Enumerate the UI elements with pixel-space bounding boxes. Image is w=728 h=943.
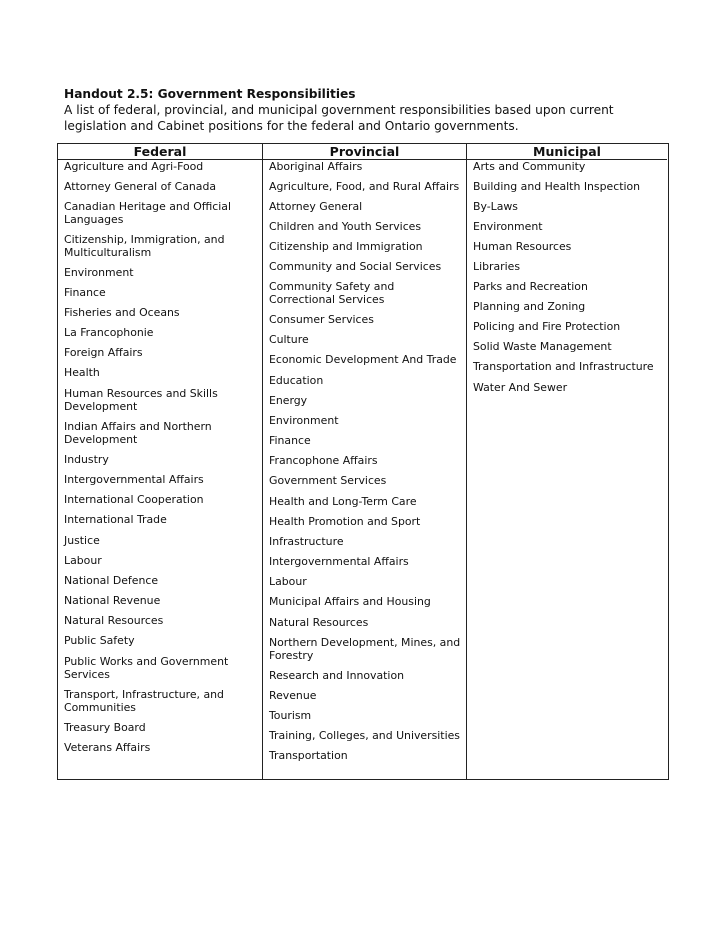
table-cell: Consumer Services xyxy=(269,313,374,326)
table-cell: Policing and Fire Protection xyxy=(473,320,621,333)
table-cell: Agriculture and Agri-Food xyxy=(64,160,204,173)
table-cell: Parks and Recreation xyxy=(473,280,588,293)
table-cell: Citizenship, Immigration, and Multiculturalism xyxy=(64,233,225,259)
table-cell: Public Safety xyxy=(64,634,135,647)
table-cell: Culture xyxy=(269,333,309,346)
table-cell: Infrastructure xyxy=(269,535,344,548)
table-cell: Arts and Community xyxy=(473,160,586,173)
table-cell: Finance xyxy=(64,286,106,299)
table-cell: Community and Social Services xyxy=(269,260,442,273)
table-cell: Transport, Infrastructure, and Communities xyxy=(64,688,224,714)
table-cell: Transportation and Infrastructure xyxy=(473,360,654,373)
table-cell: Solid Waste Management xyxy=(473,340,612,353)
table-cell: Training, Colleges, and Universities xyxy=(269,729,460,742)
table-cell: Justice xyxy=(64,534,100,547)
table-cell: Building and Health Inspection xyxy=(473,180,641,193)
table-cell: Canadian Heritage and Official Languages xyxy=(64,200,232,226)
responsibilities-table xyxy=(57,143,669,780)
table-cell: Francophone Affairs xyxy=(269,454,378,467)
table-cell: Energy xyxy=(269,394,308,407)
table-cell: By-Laws xyxy=(473,200,518,213)
table-cell: International Trade xyxy=(64,513,167,526)
table-cell: National Revenue xyxy=(64,594,161,607)
table-cell: Treasury Board xyxy=(64,721,146,734)
table-cell: Environment xyxy=(269,414,339,427)
table-cell: Health and Long-Term Care xyxy=(269,495,417,508)
table-cell: Research and Innovation xyxy=(269,669,405,682)
table-cell: Libraries xyxy=(473,260,521,273)
provincial-column xyxy=(262,144,466,779)
table-cell: Natural Resources xyxy=(269,616,369,629)
table-cell: Citizenship and Immigration xyxy=(269,240,423,253)
table-cell: National Defence xyxy=(64,574,159,587)
table-cell: La Francophonie xyxy=(64,326,154,339)
municipal-column xyxy=(466,144,667,779)
table-cell: Revenue xyxy=(269,689,317,702)
table-cell: Public Works and Government Services xyxy=(64,655,229,681)
table-cell: Labour xyxy=(64,554,102,567)
table-cell: Water And Sewer xyxy=(473,381,568,394)
municipal-header: Municipal xyxy=(467,144,667,160)
table-cell: Economic Development And Trade xyxy=(269,353,457,366)
table-cell: Industry xyxy=(64,453,109,466)
table-cell: Aboriginal Affairs xyxy=(269,160,363,173)
table-cell: Veterans Affairs xyxy=(64,741,151,754)
table-cell: International Cooperation xyxy=(64,493,204,506)
table-cell: Agriculture, Food, and Rural Affairs xyxy=(269,180,460,193)
table-cell: Transportation xyxy=(269,749,348,762)
table-cell: Municipal Affairs and Housing xyxy=(269,595,431,608)
table-cell: Fisheries and Oceans xyxy=(64,306,180,319)
handout-description: A list of federal, provincial, and municipal government responsibilities based upon current legislation and Cabinet positions for the federal and Ontario governments. xyxy=(64,103,614,133)
table-cell: Education xyxy=(269,374,324,387)
table-cell: Human Resources and Skills Development xyxy=(64,387,218,413)
table-cell: Natural Resources xyxy=(64,614,164,627)
table-cell: Environment xyxy=(64,266,134,279)
table-cell: Labour xyxy=(269,575,307,588)
table-cell: Attorney General xyxy=(269,200,363,213)
table-cell: Community Safety and Correctional Services xyxy=(269,280,395,306)
table-cell: Finance xyxy=(269,434,311,447)
table-cell: Intergovernmental Affairs xyxy=(64,473,204,486)
table-cell: Foreign Affairs xyxy=(64,346,143,359)
federal-column xyxy=(58,144,262,779)
table-cell: Intergovernmental Affairs xyxy=(269,555,409,568)
table-cell: Environment xyxy=(473,220,543,233)
table-cell: Children and Youth Services xyxy=(269,220,422,233)
table-cell: Health Promotion and Sport xyxy=(269,515,421,528)
table-cell: Tourism xyxy=(269,709,312,722)
table-cell: Human Resources xyxy=(473,240,572,253)
provincial-header: Provincial xyxy=(263,144,466,160)
table-cell: Indian Affairs and Northern Development xyxy=(64,420,212,446)
table-cell: Health xyxy=(64,366,100,379)
table-cell: Planning and Zoning xyxy=(473,300,586,313)
table-cell: Northern Development, Mines, and Forestry xyxy=(269,636,461,662)
federal-header: Federal xyxy=(58,144,262,160)
table-cell: Attorney General of Canada xyxy=(64,180,217,193)
table-cell: Government Services xyxy=(269,474,387,487)
handout-title: Handout 2.5: Government Responsibilities xyxy=(64,87,356,101)
